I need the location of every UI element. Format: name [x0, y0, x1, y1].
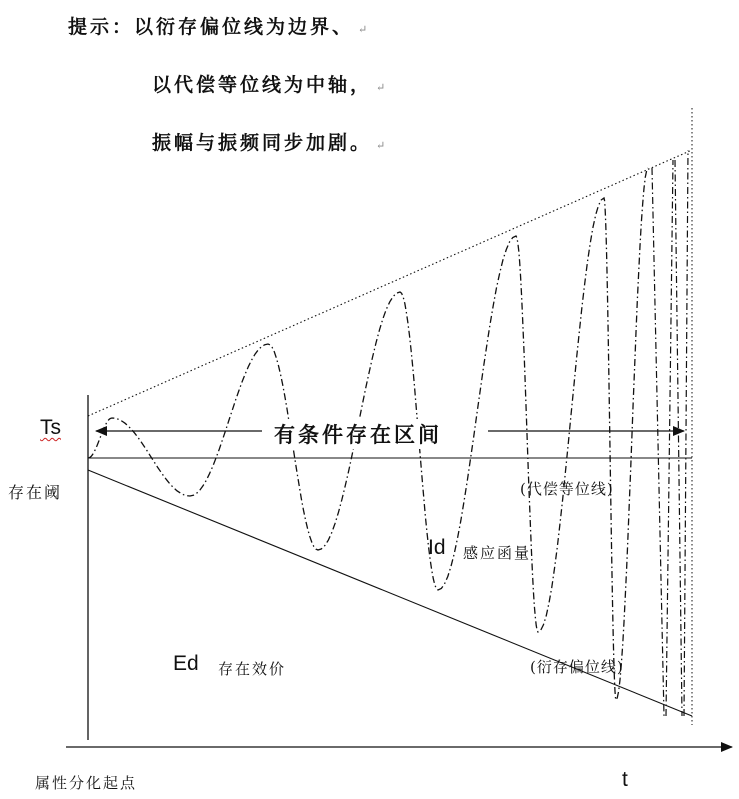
paragraph-mark-icon: ↵ [358, 23, 368, 36]
paragraph-mark-icon: ↵ [376, 139, 386, 152]
t-axis-text: t [622, 768, 628, 791]
derivative-line-label [530, 656, 624, 677]
existence-valence-text: 存在效价 [218, 660, 287, 678]
induction-function-text: 感应函量 [463, 544, 532, 562]
induction-function-label [463, 542, 531, 563]
ts-label-text: Ts [40, 416, 61, 439]
ts-label [40, 416, 61, 440]
id-symbol-text: Id [428, 536, 446, 559]
ed-symbol-text: Ed [173, 652, 199, 675]
conditional-interval-label [270, 419, 446, 449]
paragraph-mark-icon: ↵ [376, 81, 386, 94]
compensation-line-text: (代偿等位线) [520, 480, 614, 498]
derivative-line-text: (衍存偏位线) [530, 658, 624, 676]
existence-valence-label [218, 658, 286, 679]
dense-oscillation-stroke [675, 160, 682, 716]
conditional-interval-text: 有条件存在区间 [274, 422, 442, 447]
existence-threshold-text: 存在阈 [8, 483, 63, 502]
compensation-line-label [520, 478, 614, 499]
hint-line-3-text: 振幅与振频同步加剧。 [152, 132, 373, 154]
differentiation-origin-label [35, 772, 137, 793]
ed-symbol-label [173, 652, 199, 676]
dense-oscillation-stroke [666, 160, 673, 716]
dense-oscillation-stroke [684, 150, 688, 716]
existence-threshold-label [8, 480, 62, 503]
hint-line-2-text: 以代偿等位线为中轴， [152, 74, 373, 96]
differentiation-origin-text: 属性分化起点 [35, 774, 138, 792]
hint-line-1-text: 提示：以衍存偏位线为边界、 [68, 16, 355, 38]
upper-envelope-line [88, 150, 692, 416]
derivative-deviation-line [88, 470, 692, 716]
id-symbol-label [428, 536, 446, 560]
t-axis-label [622, 768, 628, 792]
dense-oscillation-stroke [652, 168, 664, 716]
